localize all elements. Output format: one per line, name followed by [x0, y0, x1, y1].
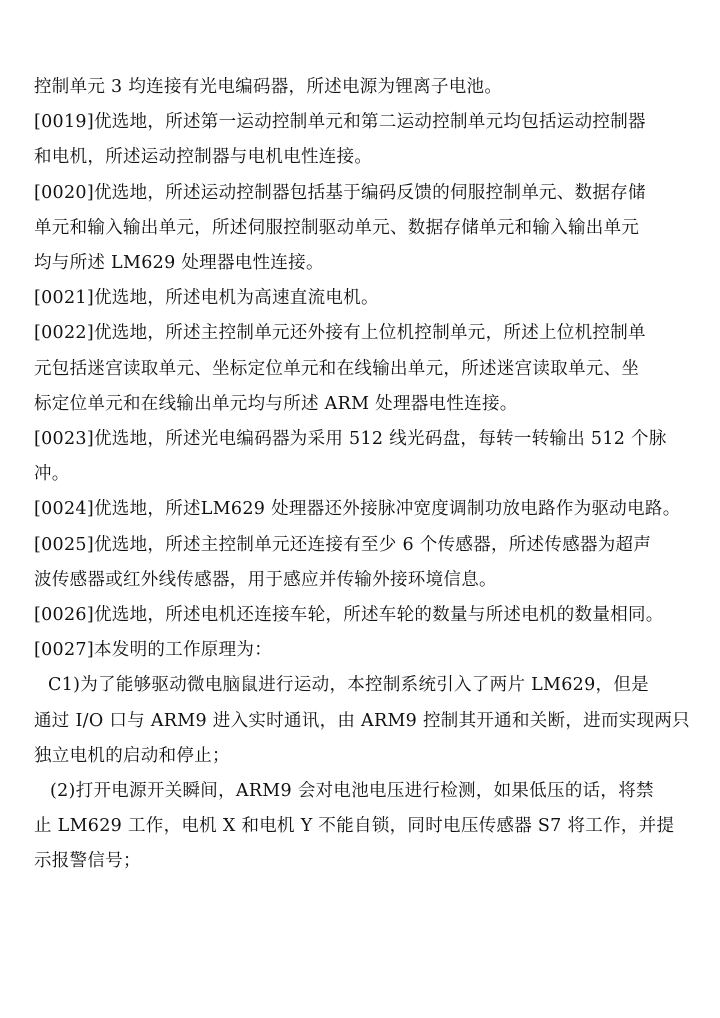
text-line: 元包括迷宫读取单元、坐标定位单元和在线输出单元，所述迷宫读取单元、坐 — [34, 358, 640, 379]
text-line: 单元和输入输出单元，所述伺服控制驱动单元、数据存储单元和输入输出单元 — [34, 217, 640, 238]
text-line: 控制单元 3 均连接有光电编码器，所述电源为锂离子电池。 — [34, 77, 503, 97]
text-line: 独立电机的启动和停止； — [34, 745, 230, 766]
paragraph-0021-line: [0021]优选地，所述电机为高速直流电机。 — [34, 288, 379, 309]
paragraph-0023-line: [0023]优选地，所述光电编码器为采用 512 线光码盘，每转一转输出 512 个脉 — [34, 429, 667, 450]
text-line: 通过 I/O 口与 ARM9 进入实时通讯，由 ARM9 控制其开通和关断，进而实现两只 — [34, 710, 690, 731]
text-line: 标定位单元和在线输出单元均与所述 ARM 处理器电性连接。 — [34, 393, 518, 414]
text-line: 波传感器或红外线传感器，用于感应并传输外接环境信息。 — [34, 569, 497, 590]
paragraph-0019-line: [0019]优选地，所述第一运动控制单元和第二运动控制单元均包括运动控制器 — [34, 112, 646, 133]
list-item-2-line: (2)打开电源开关瞬间，ARM9 会对电池电压进行检测，如果低压的话，将禁 — [50, 781, 654, 802]
paragraph-0026-line: [0026]优选地，所述电机还连接车轮，所述车轮的数量与所述电机的数量相同。 — [34, 605, 664, 626]
text-line: 均与所述 LM629 处理器电性连接。 — [34, 253, 324, 274]
paragraph-0020-line: [0020]优选地，所述运动控制器包括基于编码反馈的伺服控制单元、数据存储 — [34, 182, 646, 203]
paragraph-0025-line: [0025]优选地，所述主控制单元还连接有至少 6 个传感器，所述传感器为超声 — [34, 534, 652, 555]
text-line: 示报警信号； — [34, 851, 141, 872]
text-line: 和电机，所述运动控制器与电机电性连接。 — [34, 147, 373, 168]
paragraph-0024-line: [0024]优选地，所述LM629 处理器还外接脉冲宽度调制功放电路作为驱动电路。 — [34, 499, 681, 520]
paragraph-0027-line: [0027]本发明的工作原理为： — [34, 640, 272, 661]
text-line: 冲。 — [34, 464, 70, 485]
paragraph-0022-line: [0022]优选地，所述主控制单元还外接有上位机控制单元，所述上位机控制单 — [34, 323, 646, 344]
list-item-1-line: C1)为了能够驱动微电脑鼠进行运动，本控制系统引入了两片 LM629，但是 — [48, 675, 649, 696]
text-line: 止 LM629 工作，电机 X 和电机 Y 不能自锁，同时电压传感器 S7 将工作，并提 — [34, 816, 675, 837]
